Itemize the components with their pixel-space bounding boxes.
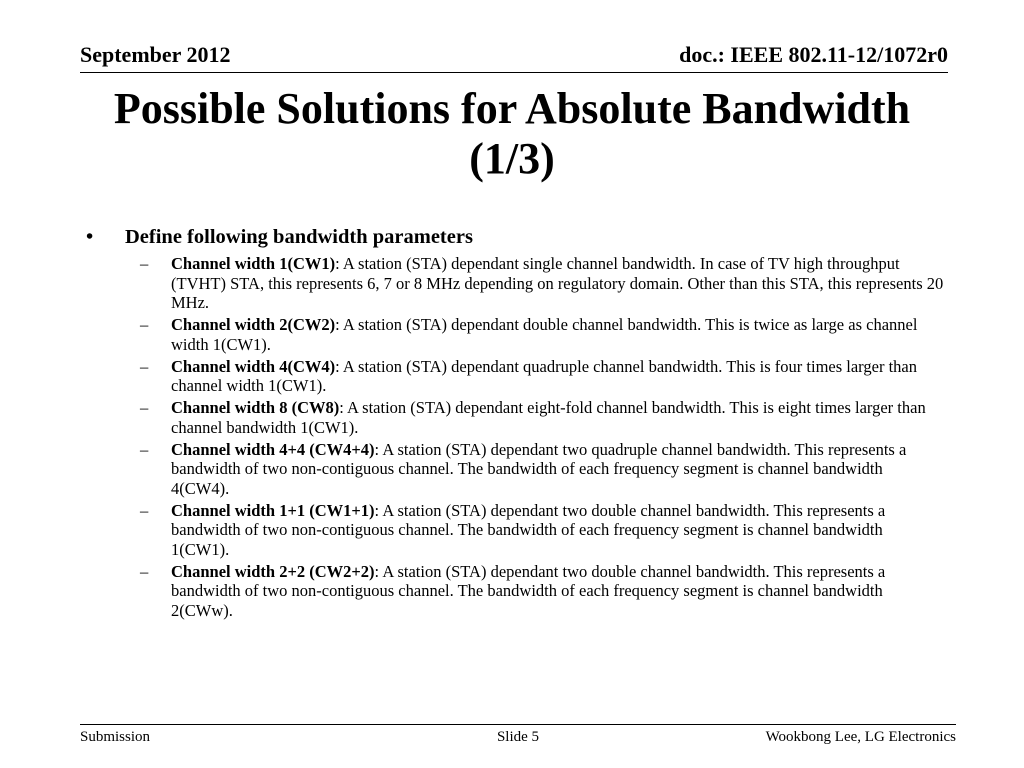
footer-submission: Submission: [80, 729, 151, 745]
dash-icon: –: [140, 561, 149, 581]
list-item: [86, 562, 944, 621]
item-description: : A station (STA) dependant two double channel bandwidth. This represents a bandwidth of two non-contiguous channel. The bandwidth of each frequency segment is channel bandwidth 1(CW1).: [171, 500, 886, 559]
list-item: [86, 398, 944, 437]
dash-icon: –: [140, 500, 149, 520]
list-item: [86, 254, 944, 313]
dash-icon: –: [140, 356, 149, 376]
item-description: : A station (STA) dependant eight-fold channel bandwidth. This is eight times larger than channel bandwidth 1(CW1).: [171, 398, 926, 437]
sub-bullet-list: [86, 254, 944, 620]
item-term: Channel width 8 (CW8): [171, 398, 340, 417]
list-item: [86, 357, 944, 396]
item-description: : A station (STA) dependant single channel bandwidth. In case of TV high throughput (TVHT) STA, this represents 6, 7 or 8 MHz depending on regulatory domain. Other than this STA, this represents 20 MHz.: [171, 254, 944, 312]
list-item: [86, 501, 944, 560]
footer-author: Wookbong Lee, LG Electronics: [765, 729, 956, 745]
item-term: Channel width 1+1 (CW1+1): [171, 500, 375, 520]
slide-footer: [80, 724, 956, 751]
item-term: Channel width 4+4 (CW4+4): [171, 439, 375, 459]
item-description: : A station (STA) dependant two double channel bandwidth. This represents a bandwidth of two non-contiguous channel. The bandwidth of each frequency segment is channel bandwidth 2(CWw).: [171, 561, 886, 620]
list-item: [86, 440, 944, 499]
dash-icon: –: [140, 398, 149, 417]
item-term: Channel width 1(CW1): [171, 254, 336, 273]
slide-title: [60, 84, 964, 184]
item-description: : A station (STA) dependant double channel bandwidth. This is twice as large as channel width 1(CW1).: [171, 315, 918, 354]
item-description: : A station (STA) dependant quadruple channel bandwidth. This is four times larger than channel width 1(CW1).: [171, 356, 917, 395]
slide-title-line1: Possible Solutions for Absolute Bandwidth: [113, 84, 911, 133]
slide-content: [86, 224, 944, 623]
slide-title-line2: (1/3): [469, 134, 555, 183]
header-date: September 2012: [80, 42, 231, 67]
slide-header: [80, 42, 948, 73]
dash-icon: –: [140, 439, 149, 459]
bullet-text: Define following bandwidth parameters: [125, 226, 473, 248]
bullet-item: [86, 224, 944, 250]
header-doc-id: doc.: IEEE 802.11-12/1072r0: [679, 42, 948, 67]
item-description: : A station (STA) dependant two quadruple channel bandwidth. This represents a bandwidth of two non-contiguous channel. The bandwidth of each frequency segment is channel bandwidth 4(CW4).: [171, 439, 907, 498]
item-term: Channel width 4(CW4): [171, 356, 336, 376]
bullet-icon: •: [86, 226, 94, 248]
item-term: Channel width 2+2 (CW2+2): [171, 561, 375, 581]
list-item: [86, 315, 944, 354]
item-term: Channel width 2(CW2): [171, 315, 336, 334]
dash-icon: –: [140, 315, 149, 334]
dash-icon: –: [140, 254, 149, 273]
footer-slide-number: Slide 5: [496, 729, 540, 745]
